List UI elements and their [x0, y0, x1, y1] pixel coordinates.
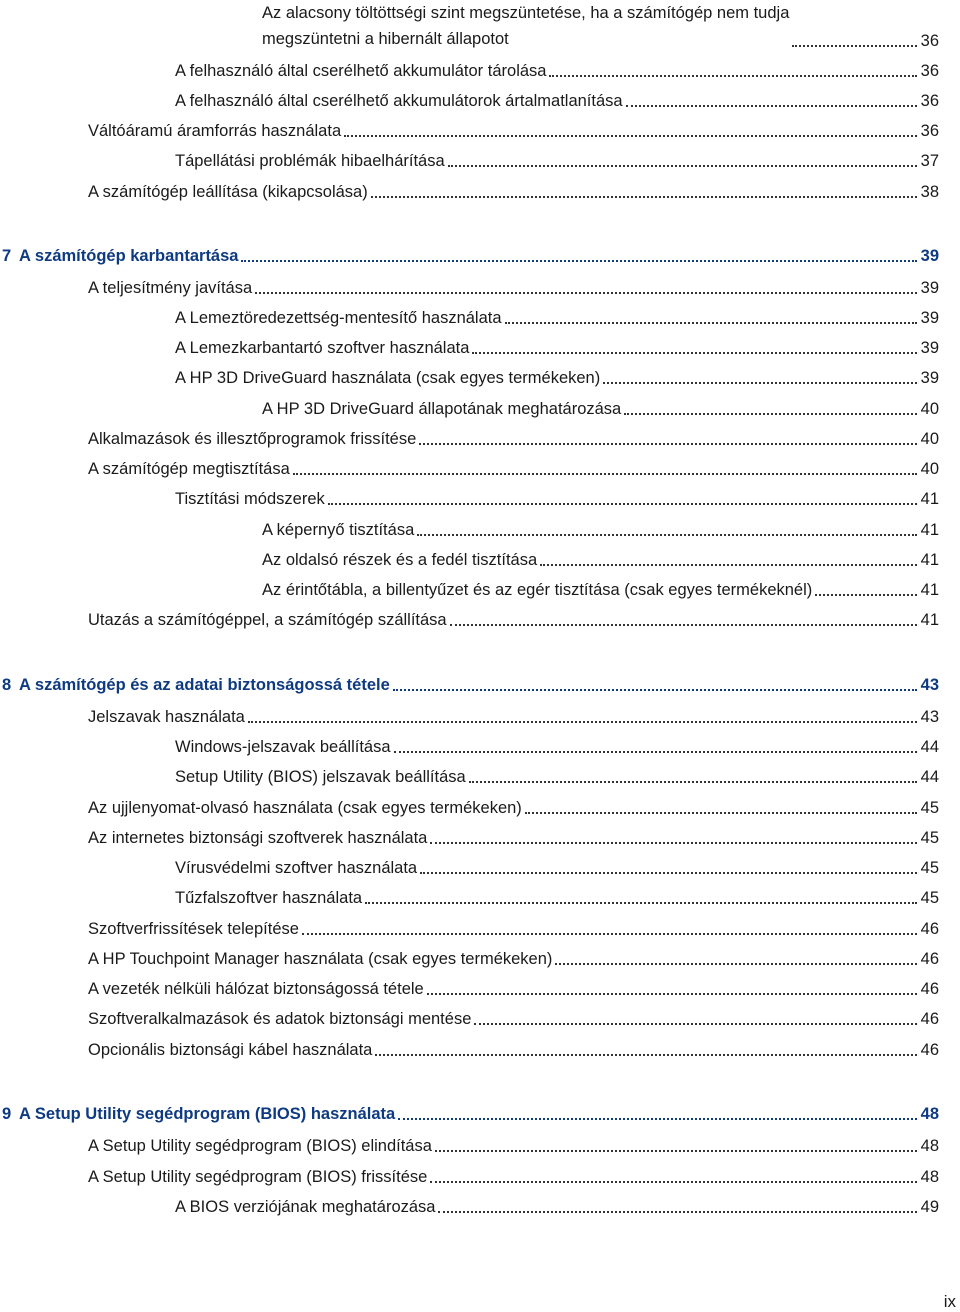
- toc-entry[interactable]: [175, 146, 939, 172]
- toc-entry-title: A képernyő tisztítása: [262, 521, 415, 539]
- toc-entry-title: A számítógép megtisztítása: [88, 460, 290, 478]
- toc-chapter-title: [2, 1103, 395, 1125]
- toc-entry-title: Tisztítási módszerek: [175, 490, 325, 508]
- toc-entry[interactable]: [175, 484, 939, 510]
- toc-page-number: 46: [920, 1010, 939, 1028]
- dot-leader: [624, 413, 916, 415]
- toc-page-number: 40: [920, 430, 939, 448]
- toc-page-number: 49: [920, 1198, 939, 1216]
- dot-leader: [438, 1211, 916, 1213]
- toc-entry-title: A Setup Utility segédprogram (BIOS) elindítása: [88, 1137, 432, 1155]
- chapter-title-text: A számítógép karbantartása: [19, 247, 239, 265]
- chapter-number: 9: [2, 1105, 12, 1123]
- dot-leader: [603, 382, 916, 384]
- toc-entry-title: A vezeték nélküli hálózat biztonságossá tétele: [88, 980, 424, 998]
- toc-page-number: 41: [920, 490, 939, 508]
- toc-entry-title: Szoftverfrissítések telepítése: [88, 920, 299, 938]
- dot-leader: [430, 842, 916, 844]
- toc-page-number: 38: [920, 183, 939, 201]
- toc-entry-title: [262, 0, 789, 52]
- toc-entry[interactable]: [262, 0, 939, 52]
- toc-entry[interactable]: [175, 762, 939, 788]
- toc-entry-title-line1: Az alacsony töltöttségi szint megszüntetése, ha a számítógép nem tudja: [262, 4, 790, 22]
- toc-entry[interactable]: [88, 424, 939, 450]
- toc-page-number: 45: [920, 889, 939, 907]
- toc-page-number: 45: [920, 859, 939, 877]
- toc-entry[interactable]: [88, 944, 939, 970]
- dot-leader: [469, 781, 917, 783]
- chapter-title-text: A számítógép és az adatai biztonságossá tétele: [19, 676, 390, 694]
- toc-page-number: 46: [920, 950, 939, 968]
- dot-leader: [427, 993, 917, 995]
- toc-page-number: 39: [920, 247, 939, 265]
- toc-entry-title: A HP 3D DriveGuard állapotának meghatározása: [262, 400, 622, 418]
- dot-leader: [472, 352, 916, 354]
- toc-chapter-title: [2, 245, 238, 267]
- dot-leader: [549, 75, 916, 77]
- dot-leader: [792, 45, 916, 47]
- dot-leader: [248, 721, 917, 723]
- toc-page-number: 45: [920, 799, 939, 817]
- toc-chapter-7[interactable]: [2, 241, 939, 267]
- toc-entry[interactable]: [175, 56, 939, 82]
- toc-page-number: 36: [920, 32, 939, 50]
- toc-entry-title: A BIOS verziójának meghatározása: [175, 1198, 436, 1216]
- toc-chapter-9[interactable]: [2, 1099, 939, 1125]
- toc-chapter-8[interactable]: [2, 670, 939, 696]
- toc-entry[interactable]: [88, 454, 939, 480]
- dot-leader: [241, 260, 916, 262]
- toc-page-number: 43: [920, 708, 939, 726]
- dot-leader: [555, 963, 916, 965]
- toc-entry-title: A felhasználó által cserélhető akkumulátorok ártalmatlanítása: [175, 92, 623, 110]
- dot-leader: [430, 1181, 916, 1183]
- dot-leader: [419, 443, 916, 445]
- toc-entry-title: Vírusvédelmi szoftver használata: [175, 859, 418, 877]
- toc-page-number: 36: [920, 62, 939, 80]
- dot-leader: [435, 1150, 917, 1152]
- toc-entry[interactable]: [262, 545, 939, 571]
- toc-page-number: 45: [920, 829, 939, 847]
- dot-leader: [393, 689, 917, 691]
- toc-entry[interactable]: [262, 575, 939, 601]
- toc-page-number: 46: [920, 1041, 939, 1059]
- toc-entry[interactable]: [88, 793, 939, 819]
- toc-page-number: 41: [920, 581, 939, 599]
- toc-entry-title: Alkalmazások és illesztőprogramok frissítése: [88, 430, 417, 448]
- toc-entry[interactable]: [175, 333, 939, 359]
- toc-entry[interactable]: [88, 974, 939, 1000]
- dot-leader: [626, 105, 917, 107]
- toc-entry[interactable]: [175, 1192, 939, 1218]
- dot-leader: [398, 1118, 916, 1120]
- toc-entry-title: Az oldalsó részek és a fedél tisztítása: [262, 551, 538, 569]
- toc-entry[interactable]: [262, 394, 939, 420]
- dot-leader: [448, 165, 917, 167]
- toc-entry-title: A Setup Utility segédprogram (BIOS) frissítése: [88, 1168, 428, 1186]
- toc-entry[interactable]: [88, 273, 939, 299]
- dot-leader: [375, 1054, 916, 1056]
- toc-page-number: 40: [920, 460, 939, 478]
- toc-entry[interactable]: [88, 177, 939, 203]
- toc-page-number: 44: [920, 738, 939, 756]
- dot-leader: [365, 902, 917, 904]
- toc-entry-title: A Lemeztöredezettség-mentesítő használata: [175, 309, 502, 327]
- dot-leader: [293, 473, 917, 475]
- dot-leader: [525, 812, 917, 814]
- toc-entry[interactable]: [175, 303, 939, 329]
- chapter-title-text: A Setup Utility segédprogram (BIOS) használata: [19, 1105, 396, 1123]
- toc-chapter-title: [2, 674, 390, 696]
- toc-entry-title: Opcionális biztonsági kábel használata: [88, 1041, 373, 1059]
- toc-page-number: 43: [920, 676, 939, 694]
- toc-page-number: 36: [920, 122, 939, 140]
- toc-page-number: 48: [920, 1105, 939, 1123]
- toc-entry[interactable]: [88, 116, 939, 142]
- toc-entry-title: Jelszavak használata: [88, 708, 245, 726]
- toc-page-number: 41: [920, 551, 939, 569]
- toc-entry-title: A HP 3D DriveGuard használata (csak egyes termékeken): [175, 369, 601, 387]
- toc-entry[interactable]: [175, 86, 939, 112]
- toc-entry[interactable]: [175, 732, 939, 758]
- toc-entry[interactable]: [88, 1035, 939, 1061]
- toc-entry[interactable]: [175, 883, 939, 909]
- dot-leader: [344, 135, 917, 137]
- toc-page-number: 37: [920, 152, 939, 170]
- toc-entry[interactable]: [88, 823, 939, 849]
- toc-page-number: 39: [920, 339, 939, 357]
- toc-page-number: 46: [920, 920, 939, 938]
- toc-entry[interactable]: [175, 853, 939, 879]
- dot-leader: [420, 872, 917, 874]
- toc-entry-title: Tűzfalszoftver használata: [175, 889, 363, 907]
- toc-entry-title: Váltóáramú áramforrás használata: [88, 122, 342, 140]
- toc-page-number: 40: [920, 400, 939, 418]
- dot-leader: [540, 564, 917, 566]
- footer-page-number: ix: [943, 1292, 956, 1311]
- toc-entry[interactable]: [88, 1131, 939, 1157]
- dot-leader: [328, 503, 917, 505]
- toc-page-number: 41: [920, 611, 939, 629]
- toc-entry-title: Tápellátási problémák hibaelhárítása: [175, 152, 445, 170]
- toc-entry-title: Az ujjlenyomat-olvasó használata (csak egyes termékeken): [88, 799, 522, 817]
- toc-entry-title: A felhasználó által cserélhető akkumulátor tárolása: [175, 62, 547, 80]
- dot-leader: [474, 1023, 916, 1025]
- dot-leader: [255, 292, 916, 294]
- toc-entry[interactable]: [88, 1004, 939, 1030]
- chapter-number: 8: [2, 676, 12, 694]
- toc-entry-title: Az internetes biztonsági szoftverek használata: [88, 829, 428, 847]
- toc-entry-title: A HP Touchpoint Manager használata (csak egyes termékeken): [88, 950, 553, 968]
- chapter-number: 7: [2, 247, 12, 265]
- dot-leader: [450, 624, 917, 626]
- dot-leader: [394, 751, 917, 753]
- toc-entry-title: Az érintőtábla, a billentyűzet és az egér tisztítása (csak egyes termékeknél): [262, 581, 813, 599]
- dot-leader: [417, 534, 916, 536]
- toc-entry-title: A teljesítmény javítása: [88, 279, 253, 297]
- toc-entry-title: Szoftveralkalmazások és adatok biztonsági mentése: [88, 1010, 472, 1028]
- dot-leader: [302, 933, 917, 935]
- toc-entry-title: Utazás a számítógéppel, a számítógép szállítása: [88, 611, 447, 629]
- toc-entry-title: Setup Utility (BIOS) jelszavak beállítása: [175, 768, 466, 786]
- dot-leader: [505, 322, 917, 324]
- toc-entry-title: A számítógép leállítása (kikapcsolása): [88, 183, 368, 201]
- dot-leader: [371, 196, 917, 198]
- toc-entry[interactable]: [88, 914, 939, 940]
- toc-entry-title: A Lemezkarbantartó szoftver használata: [175, 339, 470, 357]
- toc-entry-title-line2: megszüntetni a hibernált állapotot: [262, 30, 509, 48]
- toc-entry[interactable]: [88, 605, 939, 631]
- toc-entry[interactable]: [175, 363, 939, 389]
- toc-page-number: 46: [920, 980, 939, 998]
- dot-leader: [815, 594, 916, 596]
- toc-page-number: 44: [920, 768, 939, 786]
- toc-entry[interactable]: [88, 1162, 939, 1188]
- toc-page-number: 39: [920, 309, 939, 327]
- toc-page-number: 36: [920, 92, 939, 110]
- toc-entry[interactable]: [88, 702, 939, 728]
- toc-page-number: 39: [920, 369, 939, 387]
- toc-page-number: 39: [920, 279, 939, 297]
- toc-entry-title: Windows-jelszavak beállítása: [175, 738, 391, 756]
- toc-page-number: 48: [920, 1168, 939, 1186]
- toc-page-number: 41: [920, 521, 939, 539]
- toc-entry[interactable]: [262, 515, 939, 541]
- toc-page-number: 48: [920, 1137, 939, 1155]
